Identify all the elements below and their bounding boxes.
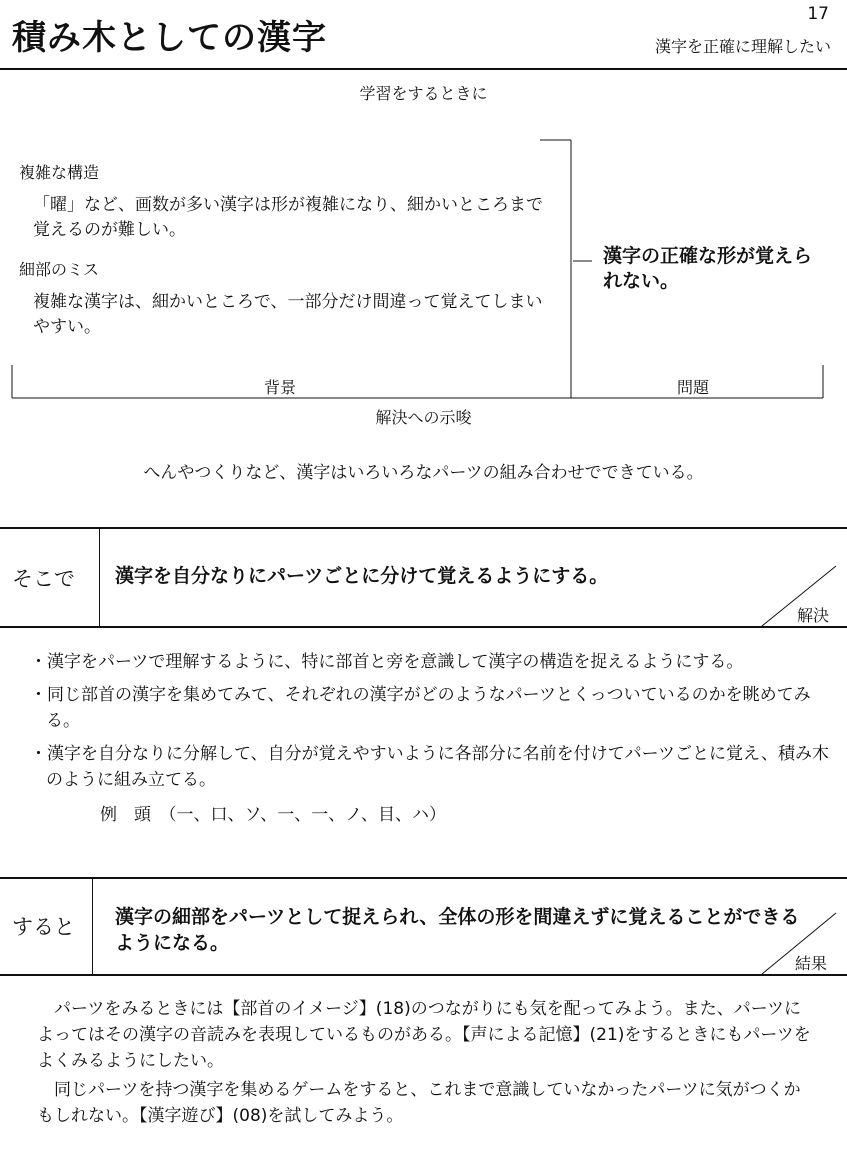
solution-label: そこで [12, 567, 75, 591]
suggestion-caption: 解決への示唆 [375, 408, 472, 427]
result-text: 漢字の細部をパーツとして捉えられ、全体の形を間違えずに覚えることができるようになる。 [115, 906, 800, 954]
result-paragraph-1: パーツをみるときには【部首のイメージ】(18)のつながりにも気を配ってみよう。また、パーツによってはその漢字の音読みを表現しているものがある。【声による記憶】(21)をするときにもパーツをよくみるようにしたい。 [37, 999, 811, 1071]
page-title: 積み木としての漢字 [12, 18, 327, 58]
result-corner-label: 結果 [795, 954, 828, 973]
solution-corner-label: 解決 [797, 606, 830, 625]
problem-label: 問題 [677, 378, 710, 397]
solution-example: 例 頭 （一、口、ソ、一、一、ノ、目、ハ） [100, 805, 446, 825]
page-subtitle: 漢字を正確に理解したい [654, 37, 831, 56]
result-paragraph-2: 同じパーツを持つ漢字を集めるゲームをすると、これまで意識していなかったパーツに気がつくかもしれない。【漢字遊び】(08)を試してみよう。 [37, 1080, 801, 1126]
solution-bullet-2: ・同じ部首の漢字を集めてみて、それぞれの漢字がどのようなパーツとくっついているのかを眺めてみる。 [30, 685, 811, 731]
solution-bullet-1: ・漢字をパーツで理解するように、特に部首と旁を意識して漢字の構造を捉えるようにする。 [30, 652, 744, 672]
background-text-1: 「曜」など、画数が多い漢字は形が複雑になり、細かいところまで覚えるのが難しい。 [33, 195, 543, 240]
learning-caption: 学習をするときに [359, 84, 488, 103]
background-label: 背景 [264, 378, 297, 397]
result-bottom-rule [0, 974, 847, 976]
solution-bullet-3: ・漢字を自分なりに分解して、自分が覚えやすいように各部分に名前を付けてパーツごとに覚え、積み木のように組み立てる。 [30, 744, 829, 790]
background-text-2: 複雑な漢字は、細かいところで、一部分だけ間違って覚えてしまいやすい。 [33, 292, 543, 337]
suggestion-text: へんやつくりなど、漢字はいろいろなパーツの組み合わせでできている。 [143, 463, 704, 483]
background-heading-1: 複雑な構造 [19, 163, 100, 182]
result-label: すると [12, 915, 75, 939]
solution-text: 漢字を自分なりにパーツごとに分けて覚えるようにする。 [115, 565, 609, 587]
background-heading-2: 細部のミス [19, 260, 100, 279]
problem-text: 漢字の正確な形が覚えられない。 [603, 245, 813, 292]
page-number: 17 [807, 4, 829, 24]
